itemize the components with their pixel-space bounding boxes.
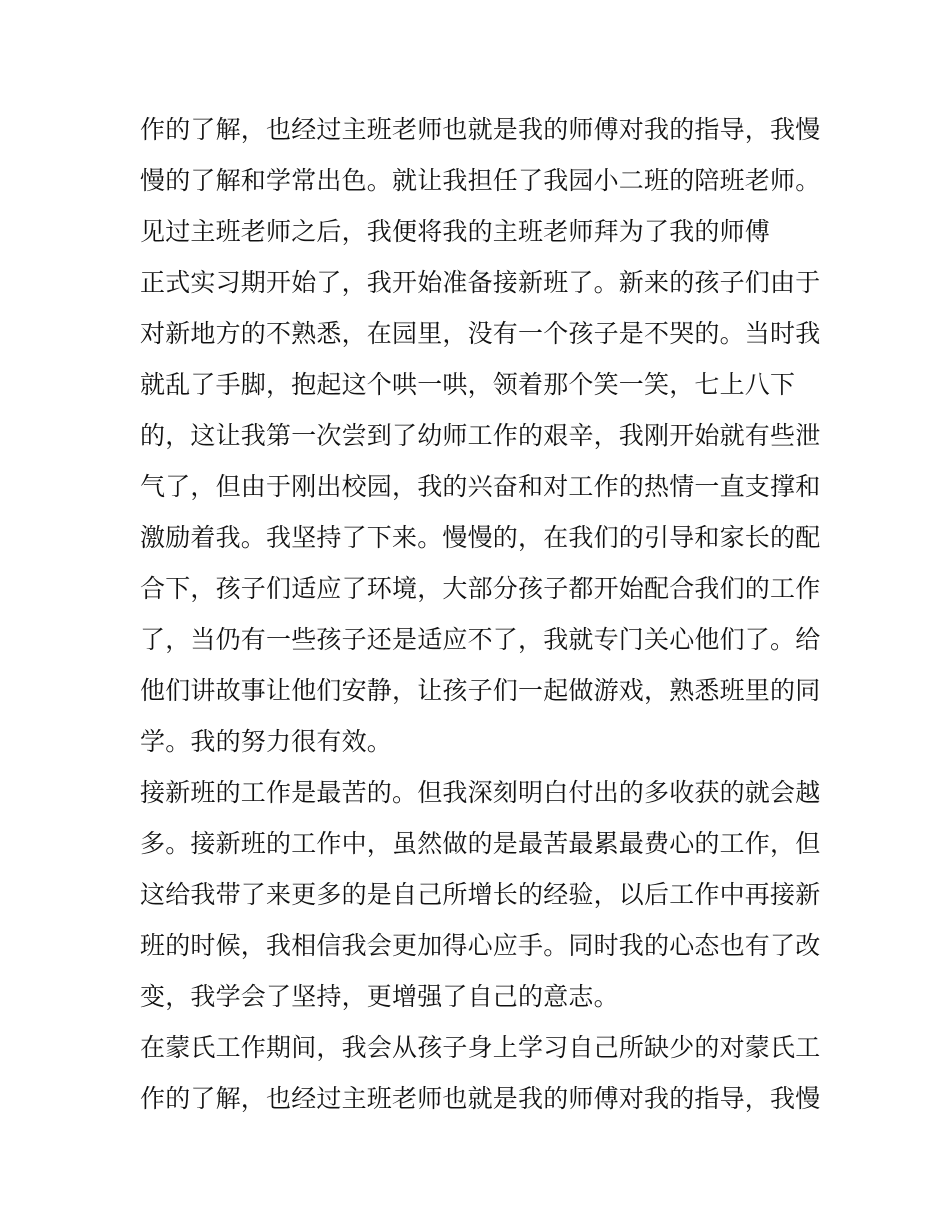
text-line: 见过主班老师之后，我便将我的主班老师拜为了我的师傅 [140,217,771,246]
text-line: 这给我带了来更多的是自己所增长的经验，以后工作中再接新 [140,880,821,909]
text-line: 正式实习期开始了，我开始准备接新班了。新来的孩子们由于 [140,268,821,297]
text-line: 合下，孩子们适应了环境，大部分孩子都开始配合我们的工作 [140,574,821,603]
text-line: 多。接新班的工作中，虽然做的是最苦最累最费心的工作，但 [140,829,821,858]
text-line: 作的了解，也经过主班老师也就是我的师傅对我的指导，我慢 [140,1084,821,1113]
text-line: 他们讲故事让他们安静，让孩子们一起做游戏，熟悉班里的同 [140,676,821,705]
text-line: 慢的了解和学常出色。就让我担任了我园小二班的陪班老师。 [140,166,821,195]
text-line: 对新地方的不熟悉，在园里，没有一个孩子是不哭的。当时我 [140,319,821,348]
text-line: 气了，但由于刚出校园，我的兴奋和对工作的热情一直支撑和 [140,472,821,501]
text-line: 接新班的工作是最苦的。但我深刻明白付出的多收获的就会越 [140,778,821,807]
text-line: 的，这让我第一次尝到了幼师工作的艰辛，我刚开始就有些泄 [140,421,821,450]
text-line: 了，当仍有一些孩子还是适应不了，我就专门关心他们了。给 [140,625,821,654]
text-line: 班的时候，我相信我会更加得心应手。同时我的心态也有了改 [140,931,821,960]
text-line: 就乱了手脚，抱起这个哄一哄，领着那个笑一笑，七上八下 [140,370,796,399]
text-line: 作的了解，也经过主班老师也就是我的师傅对我的指导，我慢 [140,115,821,144]
text-line: 变，我学会了坚持，更增强了自己的意志。 [140,982,619,1011]
text-line: 学。我的努力很有效。 [140,727,393,756]
document-body [140,104,821,1124]
text-line: 在蒙氏工作期间，我会从孩子身上学习自己所缺少的对蒙氏工 [140,1033,821,1062]
text-line: 激励着我。我坚持了下来。慢慢的，在我们的引导和家长的配 [140,523,821,552]
